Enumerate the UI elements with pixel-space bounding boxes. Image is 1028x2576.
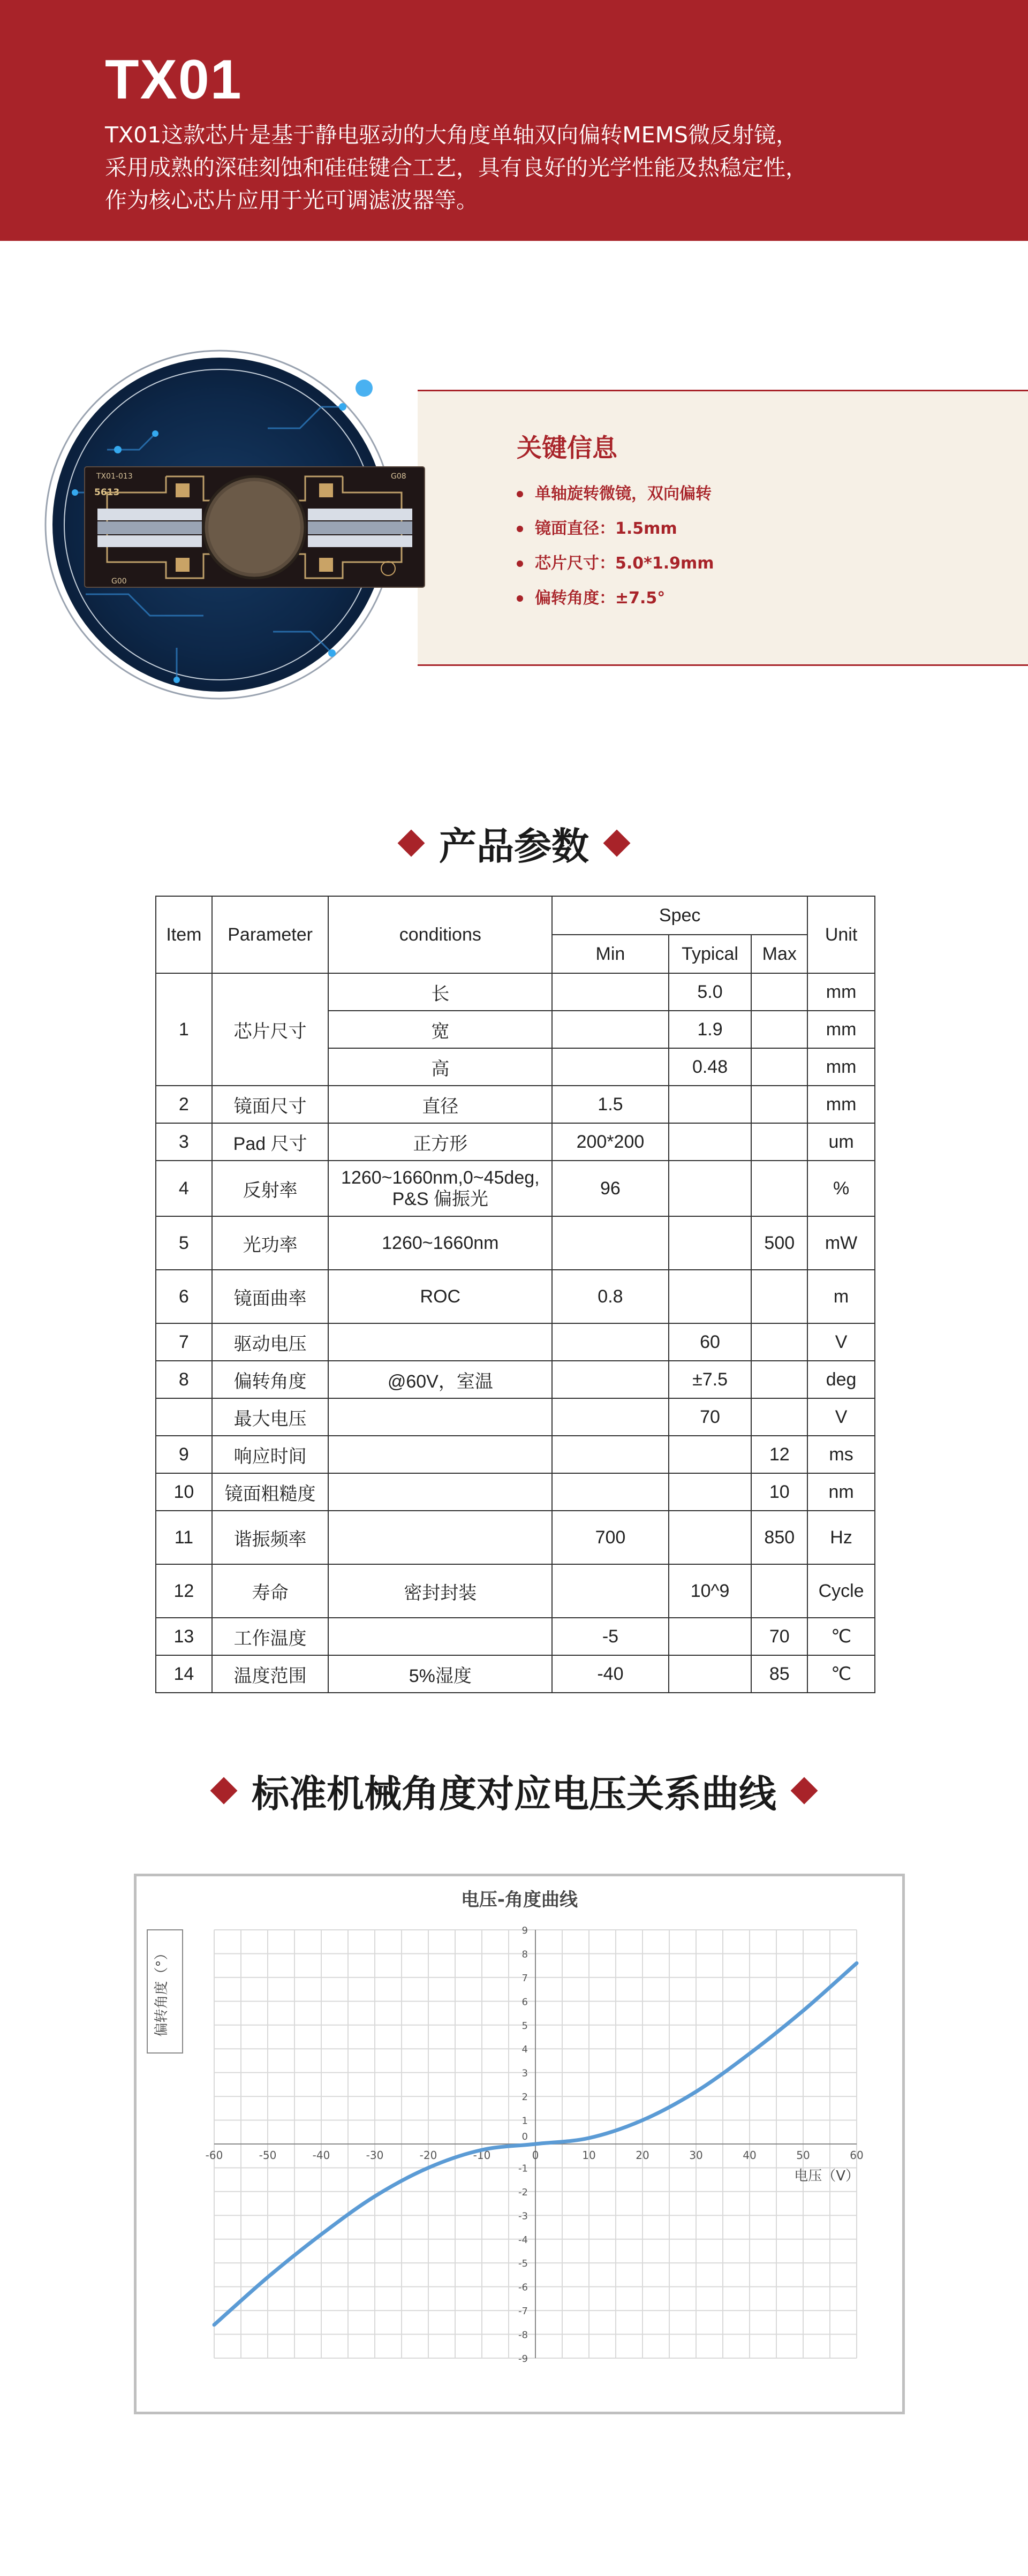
x-tick-label: 30 [689, 2149, 703, 2162]
cell-item: 4 [156, 1161, 212, 1216]
cell-unit: mW [807, 1216, 875, 1270]
cell-unit: m [807, 1270, 875, 1323]
cell-conditions: 5%湿度 [328, 1655, 552, 1693]
cell-typical: 70 [669, 1398, 752, 1436]
cell-max [751, 973, 807, 1011]
y-tick-label: -9 [518, 2353, 528, 2365]
cell-parameter: 寿命 [212, 1564, 329, 1618]
cell-typical: 5.0 [669, 973, 752, 1011]
y-tick-label: 6 [521, 1996, 528, 2008]
col-header-parameter: Parameter [212, 896, 329, 973]
table-row [156, 1618, 875, 1655]
cell-min [552, 1361, 668, 1398]
spec-table [155, 896, 875, 1693]
cell-typical: 1.9 [669, 1011, 752, 1048]
cell-item: 9 [156, 1436, 212, 1473]
cell-parameter: 偏转角度 [212, 1361, 329, 1398]
cell-min [552, 1473, 668, 1511]
cell-typical [669, 1161, 752, 1216]
cell-unit: Hz [807, 1511, 875, 1564]
cell-item: 6 [156, 1270, 212, 1323]
cell-conditions: 正方形 [328, 1123, 552, 1161]
cell-max [751, 1270, 807, 1323]
cell-unit: nm [807, 1473, 875, 1511]
table-row [156, 1270, 875, 1323]
cell-min: -40 [552, 1655, 668, 1693]
cell-item: 2 [156, 1086, 212, 1123]
key-info-text: 芯片尺寸：5.0*1.9mm [535, 554, 714, 573]
cell-typical [669, 1655, 752, 1693]
chip-photo [43, 316, 428, 739]
product-title: TX01 [105, 49, 243, 111]
key-info-text: 镜面直径：1.5mm [535, 519, 677, 538]
cell-conditions: 1260~1660nm [328, 1216, 552, 1270]
cell-typical [669, 1216, 752, 1270]
cell-item: 5 [156, 1216, 212, 1270]
bullet-icon [517, 491, 523, 497]
cell-min [552, 1011, 668, 1048]
key-info-item [517, 581, 714, 616]
table-row [156, 1564, 875, 1618]
chip-label: TX01-013 [96, 472, 133, 481]
description-line: 采用成熟的深硅刻蚀和硅硅键合工艺，具有良好的光学性能及热稳定性， [105, 155, 807, 180]
cell-unit: % [807, 1161, 875, 1216]
cell-unit: deg [807, 1361, 875, 1398]
cell-min: 700 [552, 1511, 668, 1564]
cell-max: 500 [751, 1216, 807, 1270]
cell-unit: mm [807, 973, 875, 1011]
cell-item: 14 [156, 1655, 212, 1693]
cell-item: 12 [156, 1564, 212, 1618]
y-tick-label: 8 [521, 1949, 528, 1960]
key-info-title: 关键信息 [517, 434, 617, 463]
voltage-angle-chart [137, 1876, 902, 2412]
x-tick-label: -50 [259, 2149, 277, 2162]
y-tick-label: -6 [518, 2282, 528, 2293]
table-row [156, 1361, 875, 1398]
params-heading [0, 816, 1028, 870]
cell-item: 3 [156, 1123, 212, 1161]
x-tick-label: -40 [312, 2149, 330, 2162]
cell-conditions [328, 1323, 552, 1361]
cell-typical [669, 1436, 752, 1473]
cell-max [751, 1361, 807, 1398]
cell-min [552, 1216, 668, 1270]
cell-min [552, 1436, 668, 1473]
key-info-item [517, 476, 714, 511]
cell-unit: V [807, 1398, 875, 1436]
hero-banner [0, 0, 1028, 241]
col-header-typical: Typical [669, 935, 752, 973]
cell-unit: Cycle [807, 1564, 875, 1618]
cell-typical: 60 [669, 1323, 752, 1361]
cell-conditions [328, 1473, 552, 1511]
cell-conditions: 直径 [328, 1086, 552, 1123]
cell-max [751, 1011, 807, 1048]
cell-item: 13 [156, 1618, 212, 1655]
cell-item: 7 [156, 1323, 212, 1361]
col-header-max: Max [751, 935, 807, 973]
cell-conditions: ROC [328, 1270, 552, 1323]
cell-parameter: 镜面粗糙度 [212, 1473, 329, 1511]
table-row [156, 1398, 875, 1436]
cell-conditions: 1260~1660nm,0~45deg, P&S 偏振光 [328, 1161, 552, 1216]
x-tick-label: -20 [419, 2149, 437, 2162]
cell-item: 1 [156, 973, 212, 1086]
cell-max [751, 1323, 807, 1361]
cell-min [552, 1323, 668, 1361]
col-header-unit: Unit [807, 896, 875, 973]
cell-max [751, 1398, 807, 1436]
cell-conditions: 宽 [328, 1011, 552, 1048]
cell-parameter: 光功率 [212, 1216, 329, 1270]
y-tick-label: -8 [518, 2329, 528, 2341]
cell-typical [669, 1618, 752, 1655]
bullet-icon [517, 526, 523, 532]
cell-typical: 10^9 [669, 1564, 752, 1618]
diamond-icon [603, 830, 631, 857]
description-line: TX01这款芯片是基于静电驱动的大角度单轴双向偏转MEMS微反射镜， [105, 122, 798, 148]
cell-conditions [328, 1436, 552, 1473]
chip-label: G00 [111, 577, 127, 586]
y-tick-label: -2 [518, 2186, 528, 2198]
y-tick-label: 1 [521, 2115, 528, 2127]
chip-label: 5613 [94, 487, 120, 498]
y-tick-label: 5 [521, 2020, 528, 2032]
x-tick-label: 20 [636, 2149, 649, 2162]
cell-typical [669, 1086, 752, 1123]
chart-container [134, 1874, 905, 2414]
col-header-conditions: conditions [328, 896, 552, 973]
params-title: 产品参数 [439, 824, 589, 868]
cell-min [552, 973, 668, 1011]
cell-unit: ℃ [807, 1655, 875, 1693]
cell-conditions: 长 [328, 973, 552, 1011]
chip-label: G08 [391, 472, 406, 481]
cell-unit: mm [807, 1011, 875, 1048]
cell-item [156, 1398, 212, 1436]
cell-max: 12 [751, 1436, 807, 1473]
key-info-item [517, 546, 714, 581]
cell-min: -5 [552, 1618, 668, 1655]
y-tick-label: 0 [521, 2131, 528, 2142]
cell-max [751, 1048, 807, 1086]
y-tick-label: -1 [518, 2163, 528, 2175]
y-tick-label: 4 [521, 2044, 528, 2056]
y-tick-label: -3 [518, 2210, 528, 2222]
cell-min [552, 1048, 668, 1086]
cell-conditions [328, 1398, 552, 1436]
cell-min: 200*200 [552, 1123, 668, 1161]
y-axis-label: 偏转角度（°） [154, 1946, 170, 2037]
cell-typical: 0.48 [669, 1048, 752, 1086]
cell-max [751, 1161, 807, 1216]
cell-unit: ℃ [807, 1618, 875, 1655]
cell-typical [669, 1270, 752, 1323]
cell-item: 10 [156, 1473, 212, 1511]
cell-min [552, 1564, 668, 1618]
cell-typical [669, 1123, 752, 1161]
y-tick-label: 2 [521, 2092, 528, 2103]
cell-typical [669, 1473, 752, 1511]
col-header-item: Item [156, 896, 212, 973]
y-tick-label: -4 [518, 2234, 528, 2246]
description-line: 作为核心芯片应用于光可调滤波器等。 [105, 187, 478, 213]
table-row [156, 973, 875, 1011]
x-tick-label: 10 [582, 2149, 596, 2162]
cell-parameter: 温度范围 [212, 1655, 329, 1693]
y-tick-label: 9 [521, 1925, 528, 1936]
key-info-list [517, 476, 714, 616]
cell-parameter: 镜面尺寸 [212, 1086, 329, 1123]
x-tick-label: -60 [205, 2149, 223, 2162]
x-tick-label: -30 [366, 2149, 384, 2162]
y-tick-label: 3 [521, 2067, 528, 2079]
spec-table-body [156, 973, 875, 1693]
cell-conditions: 高 [328, 1048, 552, 1086]
y-tick-label: 7 [521, 1972, 528, 1984]
key-info-text: 偏转角度：±7.5° [535, 588, 666, 608]
table-row [156, 1436, 875, 1473]
cell-typical [669, 1511, 752, 1564]
curve-title: 标准机械角度对应电压关系曲线 [252, 1771, 776, 1816]
diamond-icon [398, 830, 425, 857]
cell-max: 10 [751, 1473, 807, 1511]
cell-max [751, 1123, 807, 1161]
cell-unit: mm [807, 1086, 875, 1123]
cell-item: 8 [156, 1361, 212, 1398]
cell-min [552, 1398, 668, 1436]
x-tick-label: 50 [796, 2149, 810, 2162]
x-axis-label: 电压（V） [794, 2168, 859, 2184]
table-row [156, 1216, 875, 1270]
key-info-item [517, 511, 714, 546]
cell-parameter: Pad 尺寸 [212, 1123, 329, 1161]
key-info-text: 单轴旋转微镜，双向偏转 [535, 484, 712, 503]
cell-parameter: 镜面曲率 [212, 1270, 329, 1323]
col-header-spec: Spec [552, 896, 807, 935]
table-row [156, 1655, 875, 1693]
col-header-min: Min [552, 935, 668, 973]
cell-unit: ms [807, 1436, 875, 1473]
cell-min: 0.8 [552, 1270, 668, 1323]
cell-min: 1.5 [552, 1086, 668, 1123]
cell-parameter: 谐振频率 [212, 1511, 329, 1564]
cell-conditions: @60V，室温 [328, 1361, 552, 1398]
cell-parameter: 反射率 [212, 1161, 329, 1216]
bullet-icon [517, 560, 523, 567]
cell-max: 70 [751, 1618, 807, 1655]
table-row [156, 1086, 875, 1123]
curve-heading [0, 1764, 1028, 1817]
y-tick-label: -7 [518, 2306, 528, 2317]
diamond-icon [210, 1777, 238, 1805]
key-info-panel [418, 390, 1028, 666]
cell-unit: mm [807, 1048, 875, 1086]
cell-item: 11 [156, 1511, 212, 1564]
cell-parameter: 芯片尺寸 [212, 973, 329, 1086]
product-description [105, 119, 865, 217]
cell-max [751, 1564, 807, 1618]
y-tick-label: -5 [518, 2258, 528, 2270]
table-row [156, 1511, 875, 1564]
cell-conditions: 密封封装 [328, 1564, 552, 1618]
bullet-icon [517, 595, 523, 602]
cell-parameter: 驱动电压 [212, 1323, 329, 1361]
x-tick-label: 0 [532, 2149, 539, 2162]
cell-max: 85 [751, 1655, 807, 1693]
cell-conditions [328, 1618, 552, 1655]
cell-max [751, 1086, 807, 1123]
chart-title: 电压-角度曲线 [460, 1889, 578, 1911]
table-row [156, 1123, 875, 1161]
cell-parameter: 响应时间 [212, 1436, 329, 1473]
x-tick-label: 40 [743, 2149, 757, 2162]
table-row [156, 1161, 875, 1216]
cell-min: 96 [552, 1161, 668, 1216]
cell-parameter: 最大电压 [212, 1398, 329, 1436]
cell-unit: um [807, 1123, 875, 1161]
cell-max: 850 [751, 1511, 807, 1564]
x-tick-label: 60 [850, 2149, 864, 2162]
x-tick-label: -10 [473, 2149, 491, 2162]
table-row [156, 1323, 875, 1361]
cell-conditions [328, 1511, 552, 1564]
table-row [156, 1473, 875, 1511]
cell-parameter: 工作温度 [212, 1618, 329, 1655]
diamond-icon [791, 1777, 818, 1805]
cell-typical: ±7.5 [669, 1361, 752, 1398]
cell-unit: V [807, 1323, 875, 1361]
